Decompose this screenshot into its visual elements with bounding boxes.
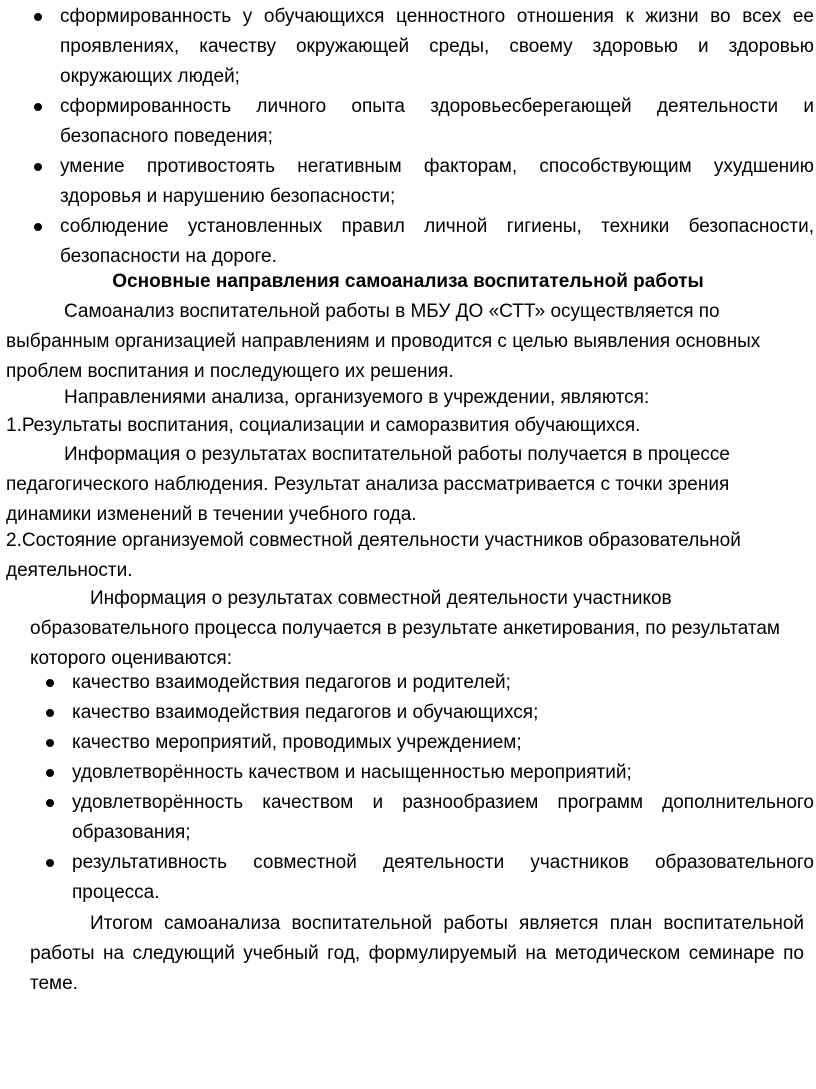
list-item xyxy=(40,758,814,788)
bullet-text: результативность совместной деятельности участников образовательного процесса. xyxy=(72,852,814,903)
direction-2-info-paragraph: Информация о результатах совместной деятельности участников образовательного процесса получается в результате анкетирования, по результатам которого оцениваются: xyxy=(30,588,780,669)
bullet-text: удовлетворённость качеством и насыщенностью мероприятий; xyxy=(72,762,632,783)
outcomes-bullet-list xyxy=(28,2,814,272)
list-item xyxy=(40,788,814,848)
bullet-text: соблюдение установленных правил личной гигиены, техники безопасности, безопасности на дороге. xyxy=(60,216,814,267)
bullet-text: качество взаимодействия педагогов и родителей; xyxy=(72,672,511,693)
list-item xyxy=(40,698,814,728)
bullet-text: качество взаимодействия педагогов и обучающихся; xyxy=(72,702,539,723)
list-item xyxy=(40,668,814,698)
bullet-text: сформированность личного опыта здоровьесберегающей деятельности и безопасного поведения; xyxy=(60,96,814,147)
list-item xyxy=(40,728,814,758)
assessment-bullet-list xyxy=(40,668,814,908)
direction-item-1: 1.Результаты воспитания, социализации и саморазвития обучающихся. xyxy=(6,415,641,436)
direction-item-2: 2.Состояние организуемой совместной деятельности участников образовательной деятельности. xyxy=(6,530,741,581)
list-item xyxy=(28,2,814,92)
intro-paragraph: Самоанализ воспитательной работы в МБУ ДО «СТТ» осуществляется по выбранным организацией направлениям и проводится с целью выявления основных проблем воспитания и последующего их решения. xyxy=(6,301,761,382)
direction-1-info-paragraph: Информация о результатах воспитательной работы получается в процессе педагогического наблюдения. Результат анализа рассматривается с точки зрения динамики изменений в течении учебного года. xyxy=(6,444,730,525)
bullet-text: качество мероприятий, проводимых учреждением; xyxy=(72,732,522,753)
conclusion-paragraph: Итогом самоанализа воспитательной работы является план воспитательной работы на следующий учебный год, формулируемый на методическом семинаре по теме. xyxy=(30,913,804,994)
list-item xyxy=(28,92,814,152)
list-item xyxy=(28,152,814,212)
bullet-text: сформированность у обучающихся ценностного отношения к жизни во всех ее проявлениях, качеству окружающей среды, своему здоровью и здоровью окружающих людей; xyxy=(60,6,814,87)
list-item xyxy=(40,848,814,908)
directions-paragraph: Направлениями анализа, организуемого в учреждении, являются: xyxy=(64,387,650,408)
section-heading: Основные направления самоанализа воспитательной работы xyxy=(112,271,704,292)
list-item xyxy=(28,212,814,272)
bullet-text: умение противостоять негативным факторам, способствующим ухудшению здоровья и нарушению безопасности; xyxy=(60,156,814,207)
bullet-text: удовлетворённость качеством и разнообразием программ дополнительного образования; xyxy=(72,792,814,843)
